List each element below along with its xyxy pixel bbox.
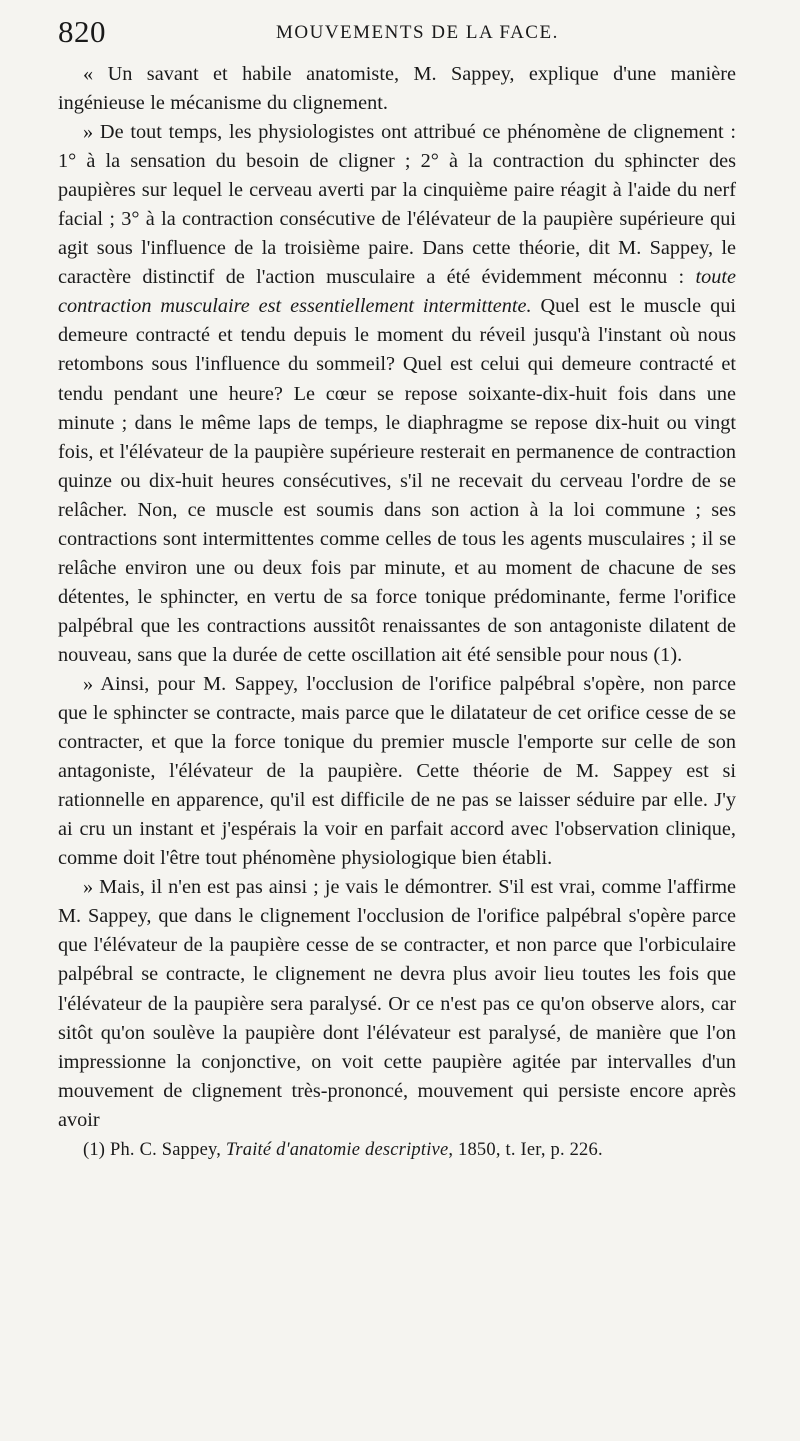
paragraph-2-italic: toute contraction musculaire est essentiellement intermittente. [58, 266, 736, 318]
paragraph-3: » Ainsi, pour M. Sappey, l'occlusion de l'orifice palpébral s'opère, non parce que le sphincter se contracte, mais parce que le dilatateur de cet orifice cesse de se contracter, et que la force tonique du premier muscle l'emporte sur celle de son antagoniste, l'élévateur de la paupière. Cette théorie de M. Sappey est si rationnelle en apparence, qu'il est difficile de ne pas se laisser séduire par elle. J'y ai cru un instant et j'espérais la voir en parfait accord avec l'observation clinique, comme doit l'être tout phénomène physiologique bien établi. [58, 672, 736, 870]
paragraph-1: « Un savant et habile anatomiste, M. Sappey, explique d'une manière ingénieuse le mécanisme du clignement. [58, 63, 736, 115]
paragraph-2 [58, 118, 736, 670]
running-title: MOUVEMENTS DE LA FACE. [276, 22, 559, 43]
running-header [58, 0, 736, 60]
paragraph-4: » Mais, il n'en est pas ainsi ; je vais le démontrer. S'il est vrai, comme l'affirme M. Sappey, que dans le clignement l'occlusion de l'orifice palpébral s'opère parce que l'élévateur de la paupière cesse de se contracter, et non parce que l'orbiculaire palpébral se contracte, le clignement ne devra plus avoir lieu toutes les fois que l'élévateur de la paupière sera paralysé. Or ce n'est pas ce qu'on observe alors, car sitôt qu'on soulève la paupière dont l'élévateur est paralysé, de manière que l'on impressionne la conjonctive, on voit cette paupière agitée par intervalles d'un mouvement de clignement très-prononcé, mouvement qui persiste encore après avoir [58, 876, 736, 1131]
paragraph-2-text-a: » De tout temps, les physiologistes ont attribué ce phénomène de clignement : 1° à la sensation du besoin de cligner ; 2° à la contraction du sphincter des paupières sur lequel le cerveau averti par la cinquième paire réagit à l'aide du nerf facial ; 3° à la contraction consécutive de l'élévateur de la paupière supérieure qui agit sous l'influence de la troisième paire. Dans cette théorie, dit M. Sappey, le caractère distinctif de l'action musculaire a été évidemment méconnu : [58, 121, 736, 289]
footnote-text-a: (1) Ph. C. Sappey, [83, 1139, 226, 1160]
footnote [58, 1138, 736, 1162]
page-number: 820 [58, 14, 106, 49]
body-text [58, 60, 736, 1135]
footnote-text-b: , 1850, t. Ier, p. 226. [448, 1139, 603, 1160]
footnote-book-title: Traité d'anatomie descriptive [225, 1139, 449, 1160]
paragraph-2-text-b: Quel est le muscle qui demeure contracté et tendu depuis le moment du réveil jusqu'à l'instant où nous retombons sous l'influence du sommeil? Quel est celui qui demeure contracté et tendu pendant une heure? Le cœur se repose soixante-dix-huit fois dans une minute ; dans le même laps de temps, le diaphragme se repose dix-huit ou vingt fois, et l'élévateur de la paupière supérieure resterait en permanence de contraction quinze ou dix-huit heures consécutives, s'il ne recevait du cerveau l'ordre de se relâcher. Non, ce muscle est soumis dans son action à la loi commune ; ses contractions sont intermittentes comme celles de tous les agents musculaires ; il se relâche environ une ou deux fois par minute, et au moment de chacune de ses détentes, le sphincter, en vertu de sa force tonique prédominante, ferme l'orifice palpébral que les contractions aussitôt renaissantes de son antagoniste dilatent de nouveau, sans que la durée de cette oscillation ait été sensible pour nous (1). [58, 295, 736, 666]
